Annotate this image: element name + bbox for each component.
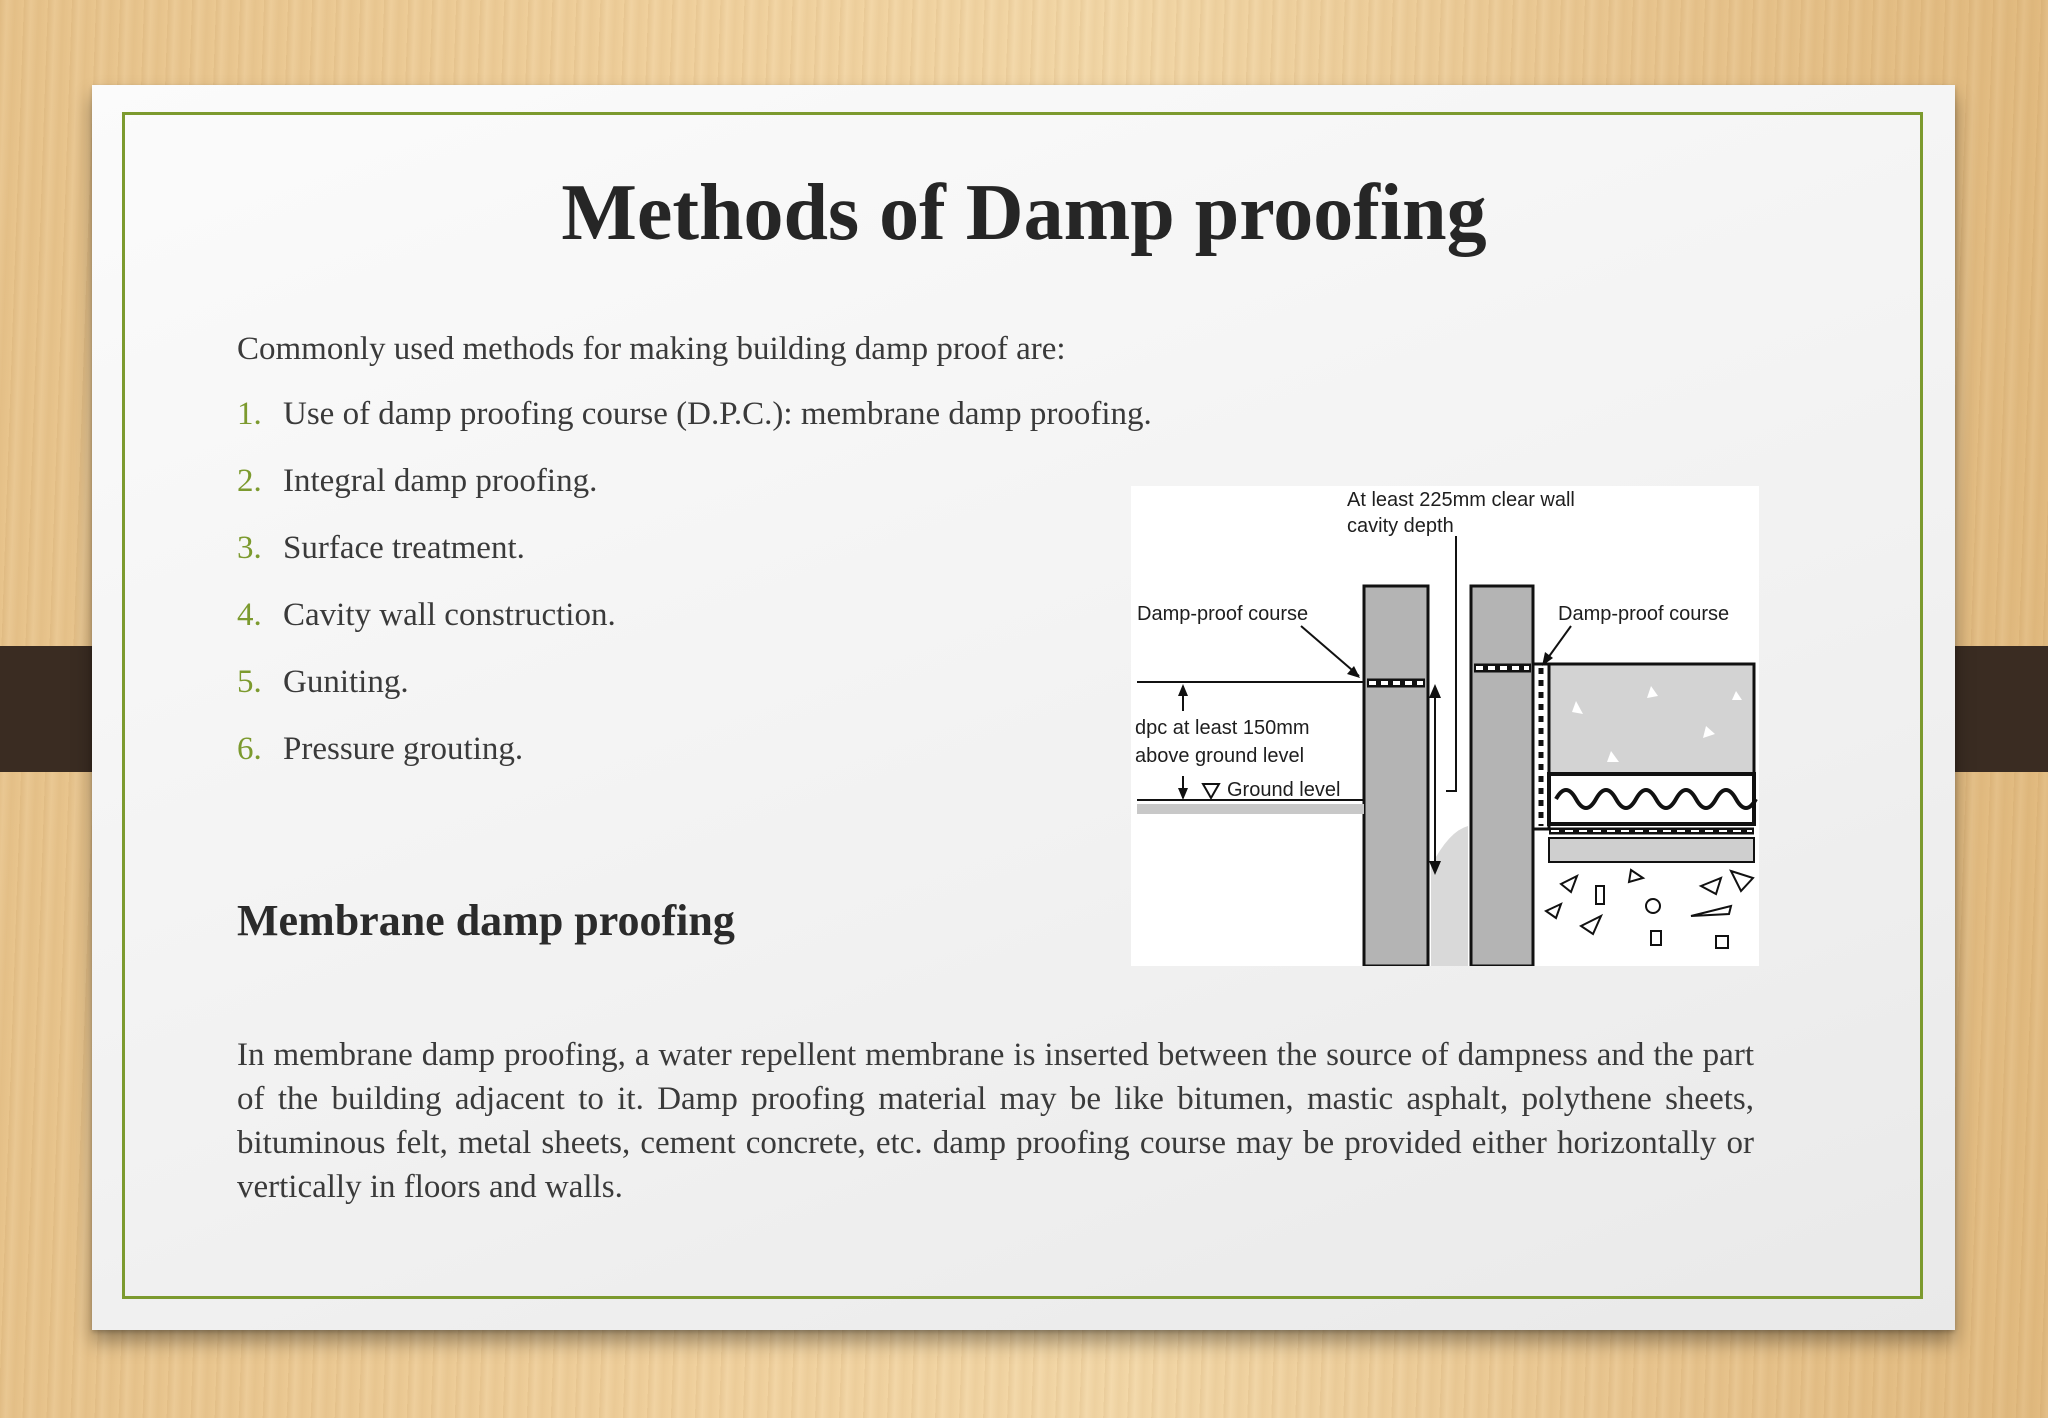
section-heading: Membrane damp proofing [237,896,735,945]
cavity-wall-diagram [1131,486,1759,966]
diagram-svg [1131,486,1759,966]
list-item [237,597,1152,664]
blinding-layer [1549,838,1754,862]
insulation-layer [1549,774,1754,824]
list-number: 5. [237,664,262,700]
list-text: Surface treatment. [283,530,525,566]
list-item [237,664,1152,731]
list-text: Guniting. [283,664,409,700]
list-text: Pressure grouting. [283,731,524,767]
intro-text: Commonly used methods for making building damp proof are: [237,331,1066,367]
arrow-down [1178,788,1188,800]
dpc-left-label: Damp-proof course [1137,603,1309,625]
cavity-label-line1: At least 225mm clear wall [1347,489,1575,511]
cavity-fill [1431,826,1468,966]
dpc-height-label-line2: above ground level [1135,745,1305,767]
floor-slab [1549,664,1754,774]
body-paragraph: In membrane damp proofing, a water repellent membrane is inserted between the source of dampness and the part of the building adjacent to it. Damp proofing material may be like bitumen, mastic asphalt, polythene sheets, bituminous felt, metal sheets, cement concrete, etc. damp proofing course may be provided either horizontally or vertically in floors and walls. [237,1037,1754,1205]
methods-list [237,396,1152,798]
list-text: Integral damp proofing. [283,463,598,499]
list-number: 1. [237,396,262,432]
list-number: 6. [237,731,262,767]
ground-level-symbol [1203,784,1219,798]
cavity-label-leader [1446,536,1456,791]
dpc-height-label-line1: dpc at least 150mm [1135,717,1310,739]
inner-wall-leaf [1471,586,1533,966]
outer-wall-leaf [1364,586,1428,966]
cavity-label-line2: cavity depth [1347,515,1454,537]
list-item [237,463,1152,530]
list-item [237,396,1152,463]
arrow-up [1178,684,1188,696]
list-text: Use of damp proofing course (D.P.C.): membrane damp proofing. [283,396,1152,432]
list-item [237,530,1152,597]
list-item [237,731,1152,798]
list-text: Cavity wall construction. [283,597,616,633]
list-number: 3. [237,530,262,566]
arrow-up [1429,684,1441,698]
dpc-right-label: Damp-proof course [1558,603,1730,625]
ground-level-label: Ground level [1227,779,1341,801]
ground-strip [1137,804,1364,814]
slide-title: Methods of Damp proofing [561,169,1487,257]
list-number: 2. [237,463,262,499]
dpc-left-leader [1301,626,1359,676]
list-number: 4. [237,597,262,633]
hardcore-fill [1546,870,1753,948]
